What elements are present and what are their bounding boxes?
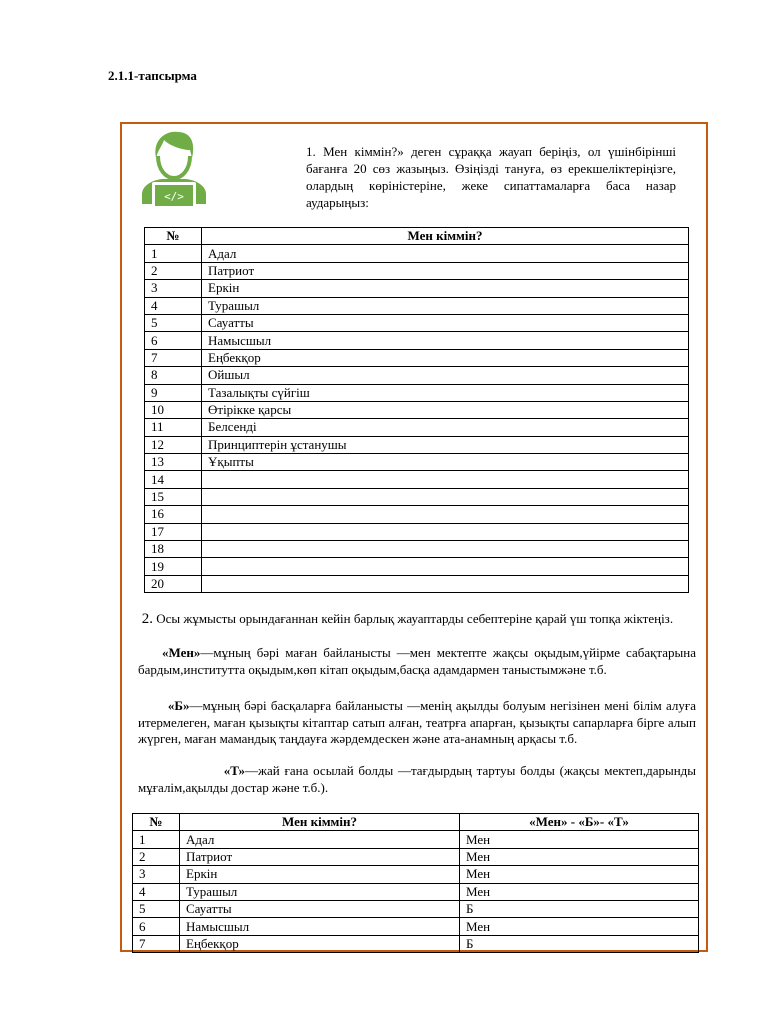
t-description: [138, 763, 696, 796]
classification-table: [132, 813, 699, 953]
table-row: [145, 488, 689, 505]
table-row: [145, 332, 689, 349]
row-word: Ойшыл: [202, 367, 689, 384]
row-word: Ұқыпты: [202, 454, 689, 471]
row-word: Адал: [180, 831, 460, 848]
row-number: 6: [133, 918, 180, 935]
b-text: —мұның бәрі басқаларға байланысты —менің ақылды болуым негізінен мені білім алуға итермелеген, маған қызықты кітаптар сатып алған, театрға апарған, қызықты сапарларға бірге алып жүрген, маған мамандық таңдауға жәрдемдескен және ата-анамның арқасы т.б.: [138, 698, 697, 747]
row-word: [202, 575, 689, 592]
row-number: 3: [133, 866, 180, 883]
table-row: [145, 523, 689, 540]
row-number: 20: [145, 575, 202, 592]
row-number: 5: [133, 900, 180, 917]
row-number: 7: [145, 349, 202, 366]
table-row: [133, 883, 699, 900]
row-number: 12: [145, 436, 202, 453]
row-number: 17: [145, 523, 202, 540]
table-row: [145, 401, 689, 418]
row-number: 4: [145, 297, 202, 314]
row-number: 15: [145, 488, 202, 505]
t-text: —жай ғана осылай болды —тағдырдың тартуы болды (жақсы мектеп,дарынды мұғалім,ақылды достар және т.б.).: [138, 763, 697, 795]
row-word: Принциптерін ұстанушы: [202, 436, 689, 453]
table-row: [133, 935, 699, 952]
svg-text:</>: </>: [164, 190, 184, 203]
row-number: 6: [145, 332, 202, 349]
table-row: [145, 471, 689, 488]
row-word: [202, 488, 689, 505]
task1-number: 1.: [306, 144, 316, 159]
men-text: —мұның бәрі маған байланысты —мен мектепте жақсы оқыдым,үйірме сабақтарына бардым,институтта оқыдым,көп кітап оқыдым,басқа адамдармен таныстымжәне т.б.: [138, 645, 696, 677]
table-row: [133, 848, 699, 865]
row-number: 4: [133, 883, 180, 900]
row-number: 7: [133, 935, 180, 952]
table-row: [145, 436, 689, 453]
row-number: 13: [145, 454, 202, 471]
row-word: Сауатты: [180, 900, 460, 917]
row-word: Сауатты: [202, 314, 689, 331]
row-number: 2: [133, 848, 180, 865]
table-row: [145, 367, 689, 384]
col-number-header: №: [133, 814, 180, 831]
table-row: [145, 314, 689, 331]
table-row: [145, 454, 689, 471]
row-word: Намысшыл: [180, 918, 460, 935]
table-row: [145, 297, 689, 314]
col-who-header: Мен кіммін?: [180, 814, 460, 831]
who-am-i-table: [144, 227, 689, 593]
b-description: [138, 698, 696, 748]
row-number: 1: [133, 831, 180, 848]
table-row: [145, 558, 689, 575]
b-label: «Б»: [167, 698, 190, 713]
table-row: [145, 575, 689, 592]
row-number: 14: [145, 471, 202, 488]
task1-text: Мен кіммін?» деген сұраққа жауап беріңіз, ол үшінбірінші бағанға 20 сөз жазыңыз. Өзіңізді тануға, өз ерекшеліктеріңізге, олардың көріністеріне, жеке сипаттамаларға баса назар аударыңыз:: [306, 144, 676, 210]
row-group: Б: [460, 935, 699, 952]
table-row: [133, 900, 699, 917]
task2-instructions: [132, 611, 698, 628]
row-group: Б: [460, 900, 699, 917]
row-word: Тазалықты сүйгіш: [202, 384, 689, 401]
men-label: «Мен»: [162, 645, 201, 660]
t-label: «Т»: [223, 763, 246, 778]
col-group-header: «Мен» - «Б»- «Т»: [460, 814, 699, 831]
page-heading: 2.1.1-тапсырма: [108, 68, 197, 83]
row-word: Еңбекқор: [202, 349, 689, 366]
row-word: Намысшыл: [202, 332, 689, 349]
row-word: Өтірікке қарсы: [202, 401, 689, 418]
row-word: Патриот: [202, 262, 689, 279]
row-number: 16: [145, 506, 202, 523]
row-group: Мен: [460, 918, 699, 935]
men-description: [138, 645, 696, 678]
row-word: Еркін: [180, 866, 460, 883]
task2-text: Осы жұмысты орындағаннан кейін барлық жауаптарды себептеріне қарай үш топқа жіктеңіз.: [156, 611, 674, 626]
table-row: [145, 506, 689, 523]
row-word: [202, 471, 689, 488]
table-row: [145, 245, 689, 262]
row-number: 9: [145, 384, 202, 401]
table-row: [133, 866, 699, 883]
row-word: Турашыл: [180, 883, 460, 900]
table-row: [133, 918, 699, 935]
col-who-header: Мен кіммін?: [202, 228, 689, 245]
table-row: [145, 384, 689, 401]
row-group: Мен: [460, 883, 699, 900]
row-word: Турашыл: [202, 297, 689, 314]
row-number: 11: [145, 419, 202, 436]
row-word: [202, 558, 689, 575]
task2-number: 2.: [141, 611, 153, 627]
row-number: 5: [145, 314, 202, 331]
row-group: Мен: [460, 848, 699, 865]
row-word: Еркін: [202, 280, 689, 297]
row-group: Мен: [460, 831, 699, 848]
row-word: [202, 506, 689, 523]
table-row: [145, 419, 689, 436]
row-word: [202, 523, 689, 540]
table-row: [145, 262, 689, 279]
row-number: 2: [145, 262, 202, 279]
task1-instructions: [306, 143, 676, 211]
row-group: Мен: [460, 866, 699, 883]
table-row: [145, 280, 689, 297]
row-word: Еңбекқор: [180, 935, 460, 952]
table-row: [145, 349, 689, 366]
row-number: 18: [145, 541, 202, 558]
row-word: Адал: [202, 245, 689, 262]
row-word: Белсенді: [202, 419, 689, 436]
table-row: [145, 541, 689, 558]
row-number: 8: [145, 367, 202, 384]
row-number: 19: [145, 558, 202, 575]
table-row: [133, 831, 699, 848]
row-number: 3: [145, 280, 202, 297]
row-number: 10: [145, 401, 202, 418]
row-word: Патриот: [180, 848, 460, 865]
programmer-icon: [138, 128, 210, 206]
row-number: 1: [145, 245, 202, 262]
row-word: [202, 541, 689, 558]
col-number-header: №: [145, 228, 202, 245]
